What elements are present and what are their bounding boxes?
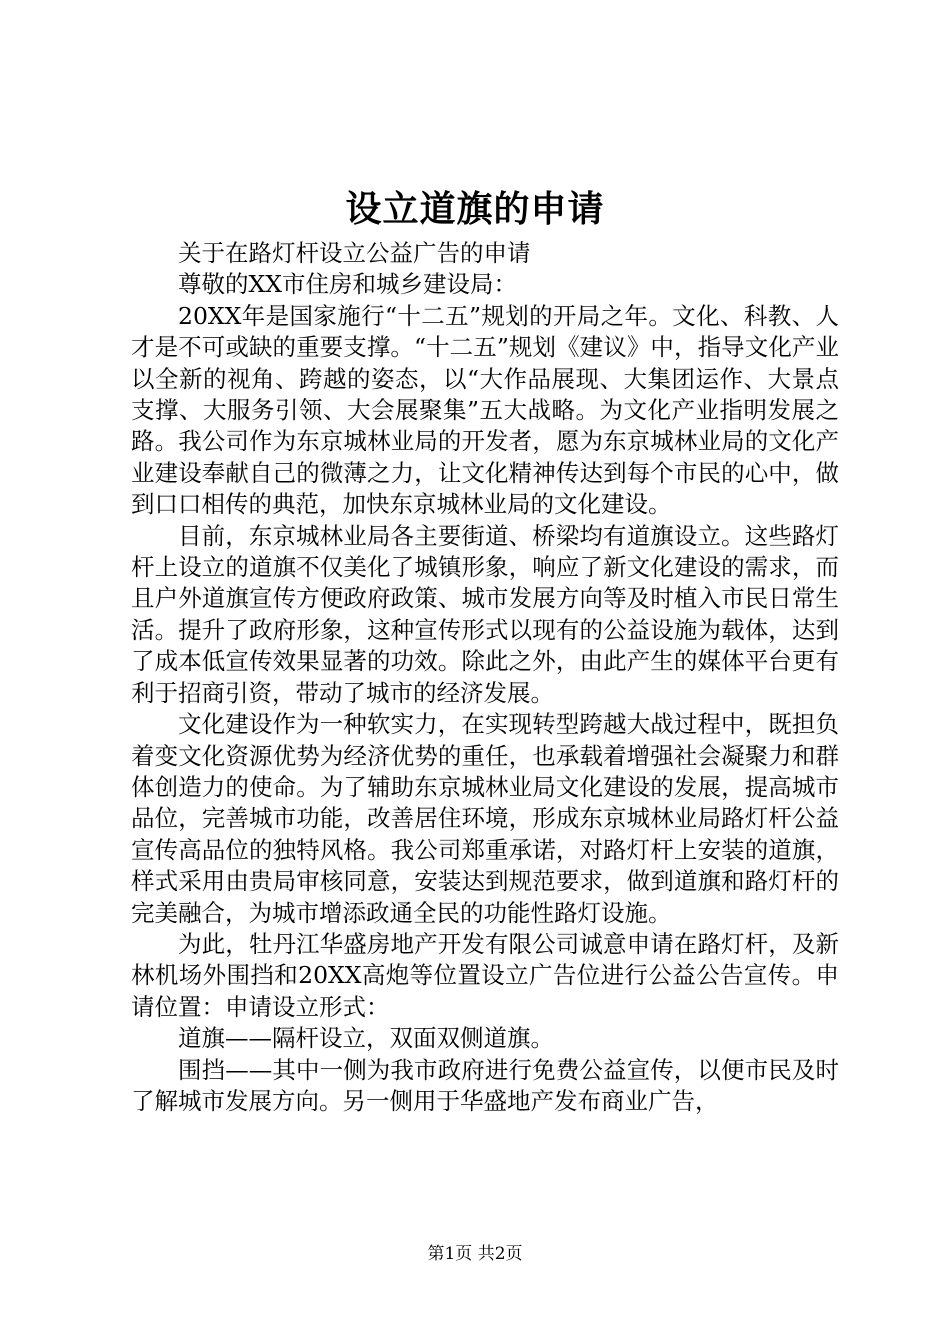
paragraph-intro: 20XX年是国家施行“十二五”规划的开局之年。文化、科教、人才是不可或缺的重要支撑。“十二五”规划《建议》中，指导文化产业以全新的视角、跨越的姿态，以“大作品展现、大集团运作、大景点支撑、大服务引领、大会展聚集”五大战略。为文化产业指明发展之路。我公司作为东京城林业局的开发者，愿为东京城林业局的文化产业建设奉献自己的微薄之力，让文化精神传达到每个市民的心中，做到口口相传的典范，加快东京城林业局的文化建设。: [131, 301, 839, 519]
paragraph-road-flag: 道旗——隔杆设立，双面双侧道旗。: [178, 1024, 554, 1053]
paragraph-hoarding: 围挡——其中一侧为我市政府进行免费公益宣传，以便市民及时了解城市发展方向。另一侧用于华盛地产发布商业广告，: [131, 1055, 839, 1115]
salutation: 尊敬的XX市住房和城乡建设局：: [178, 270, 517, 299]
paragraph-current-status: 目前，东京城林业局各主要街道、桥梁均有道旗设立。这些路灯杆上设立的道旗不仅美化了城镇形象，响应了新文化建设的需求，而且户外道旗宣传方便政府政策、城市发展方向等及时植入市民日常生活。提升了政府形象，这种宣传形式以现有的公益设施为载体，达到了成本低宣传效果显著的功效。除此之外，由此产生的媒体平台更有利于招商引资，带动了城市的经济发展。: [131, 521, 839, 707]
paragraph-application: 为此，牡丹江华盛房地产开发有限公司诚意申请在路灯杆，及新林机场外围挡和20XX高炮等位置设立广告位进行公益公告宣传。申请位置：申请设立形式：: [131, 929, 839, 1021]
paragraph-cultural-construction: 文化建设作为一种软实力，在实现转型跨越大战过程中，既担负着变文化资源优势为经济优势的重任，也承载着增强社会凝聚力和群体创造力的使命。为了辅助东京城林业局文化建设的发展，提高城市品位，完善城市功能，改善居住环境，形成东京城林业局路灯杆公益宣传高品位的独特风格。我公司郑重承诺，对路灯杆上安装的道旗，样式采用由贵局审核同意，安装达到规范要求，做到道旗和路灯杆的完美融合，为城市增添政通全民的功能性路灯设施。: [131, 710, 839, 927]
document-body: [131, 238, 839, 1117]
subject-line: 关于在路灯杆设立公益广告的申请: [178, 239, 531, 267]
document-title: 设立道旗的申请: [345, 188, 605, 230]
page-number-footer: 第1页 共2页: [427, 1244, 523, 1264]
